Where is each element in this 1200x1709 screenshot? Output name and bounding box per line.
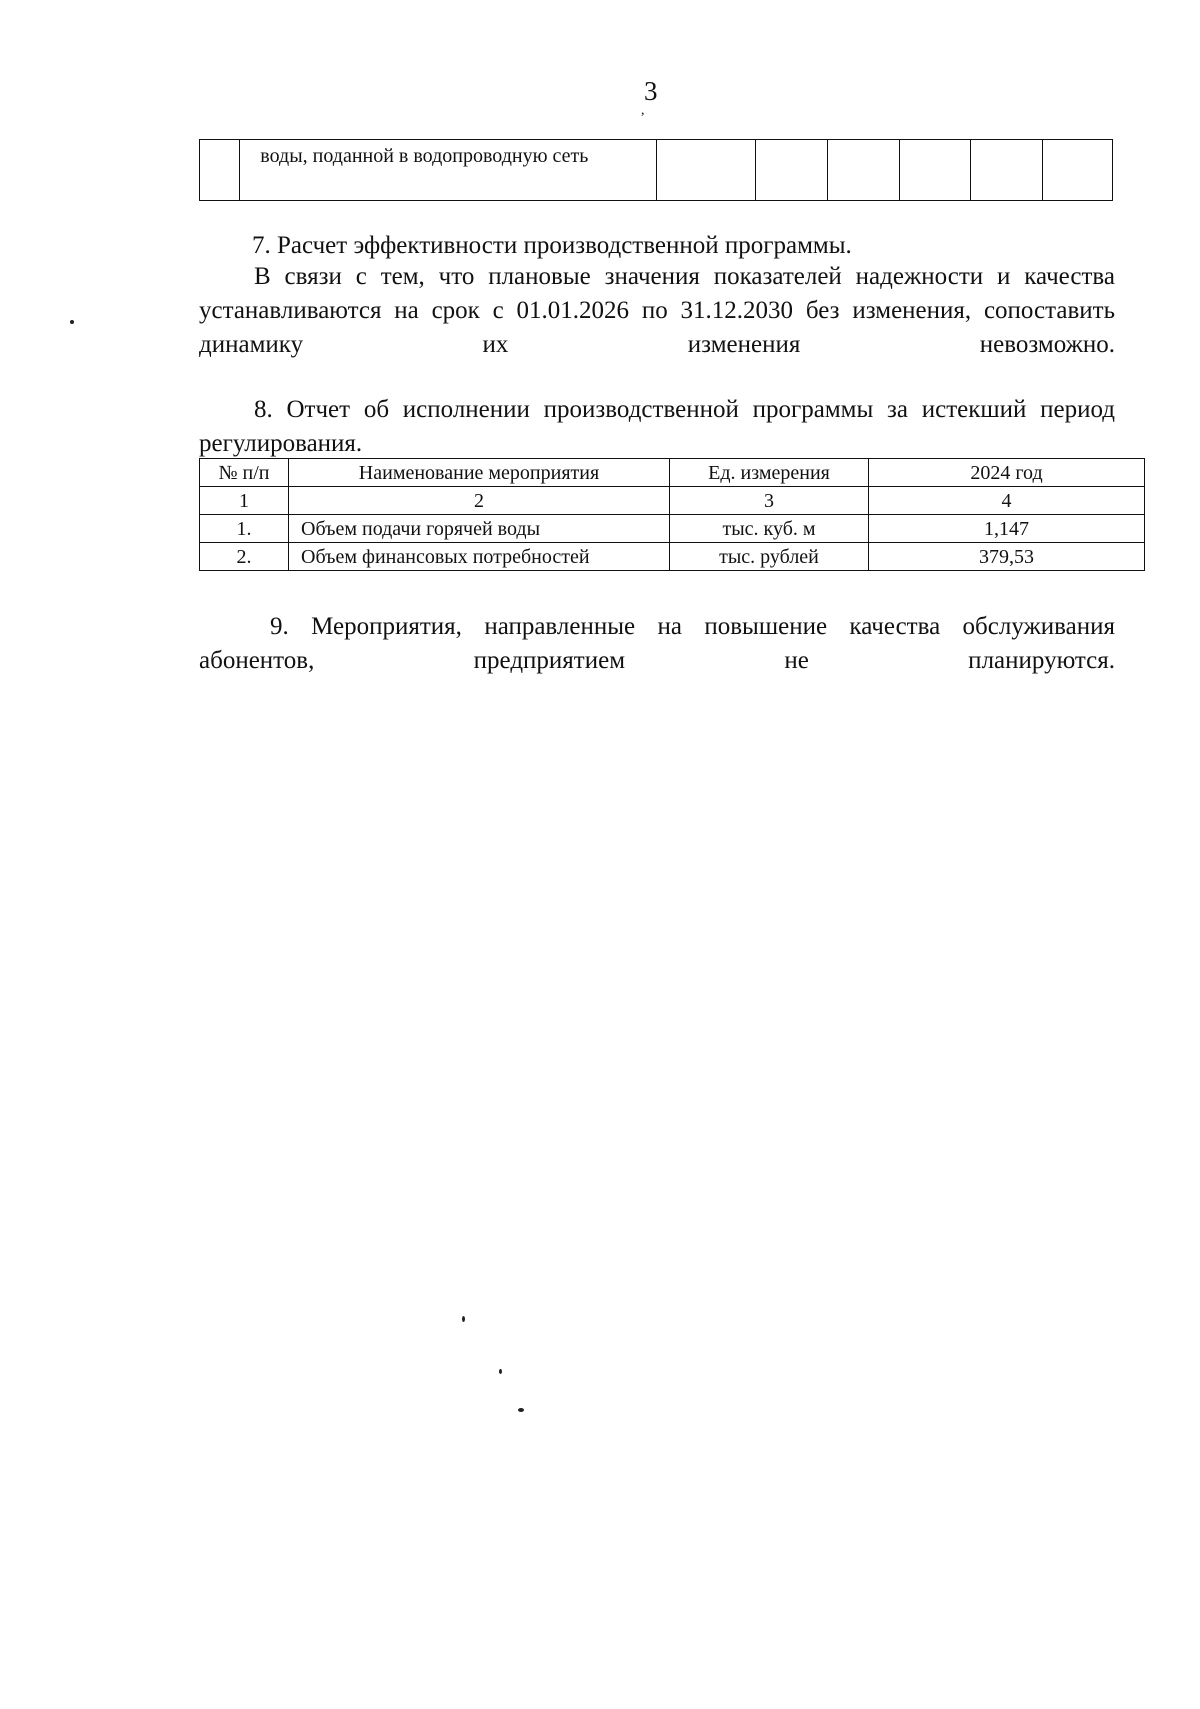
scan-speck xyxy=(462,1316,465,1322)
scan-speck xyxy=(499,1369,502,1374)
scan-speck xyxy=(518,1408,524,1412)
continued-table xyxy=(199,139,1113,201)
row-name: Объем финансовых потребностей xyxy=(289,543,670,571)
row-number: 2. xyxy=(200,543,289,571)
section-7-title: 7. Расчет эффективности производственной программы. xyxy=(252,232,852,259)
row-value: 379,53 xyxy=(869,543,1145,571)
column-header: 2024 год xyxy=(869,459,1145,487)
row-value: 1,147 xyxy=(869,515,1145,543)
page-number: 3 xyxy=(644,76,658,106)
page-number-tick: , xyxy=(641,103,645,118)
row-unit: тыс. рублей xyxy=(670,543,869,571)
column-number: 2 xyxy=(289,487,670,515)
table-cell-empty xyxy=(899,140,971,201)
row-name: Объем подачи горячей воды xyxy=(289,515,670,543)
table-numbering-row xyxy=(200,487,1145,515)
scan-speck xyxy=(70,320,74,324)
table-cell-empty xyxy=(1043,140,1113,201)
table-row xyxy=(200,515,1145,543)
section-9-text: 9. Мероприятия, направленные на повышение качества обслуживания абонентов, предприятием не планируются. xyxy=(199,613,1115,674)
table-row xyxy=(200,543,1145,571)
column-number: 3 xyxy=(670,487,869,515)
table-cell-empty xyxy=(756,140,828,201)
table-cell-text: воды, поданной в водопроводную сеть xyxy=(240,140,657,201)
report-table xyxy=(199,458,1145,571)
row-unit: тыс. куб. м xyxy=(670,515,869,543)
section-7-body-text: В связи с тем, что плановые значения показателей надежности и качества устанавливаются на срок с 01.01.2026 по 31.12.2030 без изменения, сопоставить динамику их изменения невозможно. xyxy=(199,263,1115,358)
column-number: 1 xyxy=(200,487,289,515)
table-cell-empty xyxy=(827,140,899,201)
column-number: 4 xyxy=(869,487,1145,515)
section-9 xyxy=(199,610,1115,678)
column-header: Наименование мероприятия xyxy=(289,459,670,487)
column-header: № п/п xyxy=(200,459,289,487)
row-number: 1. xyxy=(200,515,289,543)
table-row xyxy=(200,140,1113,201)
table-cell-empty xyxy=(656,140,755,201)
table-cell-empty xyxy=(200,140,240,201)
section-8-title-text: 8. Отчет об исполнении производственной программы за истекший период регулирования. xyxy=(199,396,1115,457)
table-header-row xyxy=(200,459,1145,487)
table-cell-empty xyxy=(971,140,1043,201)
column-header: Ед. измерения xyxy=(670,459,869,487)
section-8-title xyxy=(199,393,1115,461)
section-7-body xyxy=(199,260,1115,362)
